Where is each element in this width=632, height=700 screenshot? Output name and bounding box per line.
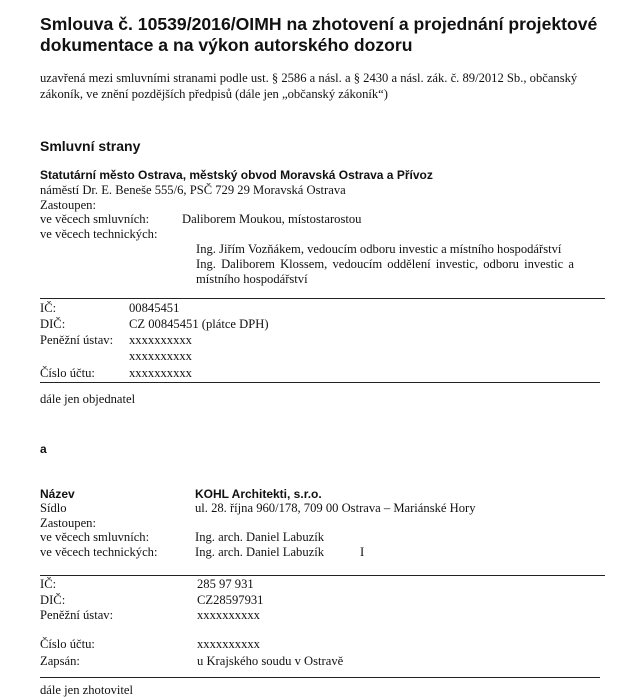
party2-technical-mark: I — [360, 545, 365, 559]
party2-name-label: Název — [40, 487, 75, 501]
party1-technical-line-1: Ing. Jiřím Vozňákem, vedoucím odboru investic a místního hospodářství — [196, 242, 562, 256]
party2-contract-label: ve věcech smluvních: — [40, 530, 150, 544]
party2-registered-label: Zapsán: — [40, 654, 80, 668]
party2-represented-label: Zastoupen: — [40, 516, 96, 530]
section-heading: Smluvní strany — [40, 138, 141, 154]
party2-technical-label: ve věcech technických: — [40, 545, 158, 559]
party1-role: dále jen objednatel — [40, 392, 136, 406]
party2-name-value: KOHL Architekti, s.r.o. — [195, 487, 322, 501]
divider — [40, 298, 605, 299]
party2-account-value: xxxxxxxxxx — [197, 637, 260, 651]
party2-technical-value: Ing. arch. Daniel Labuzík — [195, 545, 325, 559]
party1-account-label: Číslo účtu: — [40, 366, 95, 380]
party2-role: dále jen zhotovitel — [40, 683, 134, 697]
party2-seat-value: ul. 28. října 960/178, 709 00 Ostrava – Mariánské Hory — [195, 501, 476, 515]
divider — [40, 382, 600, 383]
party1-ic-value: 00845451 — [129, 301, 180, 315]
party1-contract-label: ve věcech smluvních: — [40, 212, 150, 226]
party1-technical-label: ve věcech technických: — [40, 227, 158, 241]
divider — [40, 575, 605, 576]
party1-bank-label: Peněžní ústav: — [40, 333, 114, 347]
party2-bank-label: Peněžní ústav: — [40, 608, 114, 622]
party1-name: Statutární město Ostrava, městský obvod Moravská Ostrava a Přívoz — [40, 168, 433, 182]
party2-bank-value: xxxxxxxxxx — [197, 608, 260, 622]
party2-contract-value: Ing. arch. Daniel Labuzík — [195, 530, 325, 544]
party2-seat-label: Sídlo — [40, 501, 67, 515]
party1-technical-line-2: Ing. Daliborem Klossem, vedoucím oddělení investic, odboru investic a — [196, 257, 574, 271]
party2-dic-label: DIČ: — [40, 593, 66, 607]
party2-ic-value: 285 97 931 — [197, 577, 254, 591]
party1-dic-value: CZ 00845451 (plátce DPH) — [129, 317, 269, 331]
party1-technical-line-3: místního hospodářství — [196, 272, 308, 286]
party1-ic-label: IČ: — [40, 301, 57, 315]
party1-address: náměstí Dr. E. Beneše 555/6, PSČ 729 29 Moravská Ostrava — [40, 183, 346, 197]
party2-ic-label: IČ: — [40, 577, 57, 591]
divider — [40, 677, 600, 678]
party2-account-label: Číslo účtu: — [40, 637, 95, 651]
party1-account-value: xxxxxxxxxx — [129, 366, 192, 380]
party1-bank-value-2: xxxxxxxxxx — [129, 349, 192, 363]
party2-registered-value: u Krajského soudu v Ostravě — [197, 654, 344, 668]
conjunction: a — [40, 442, 47, 456]
party2-dic-value: CZ28597931 — [197, 593, 264, 607]
party1-bank-value-1: xxxxxxxxxx — [129, 333, 192, 347]
intro-paragraph: uzavřená mezi smluvními stranami podle ust. § 2586 a násl. a § 2430 a násl. zák. č. 89/2012 Sb., občanský zákoník, ve znění pozdějších předpisů (dále jen „občanský zákoník“) — [40, 71, 578, 101]
document-title: Smlouva č. 10539/2016/OIMH na zhotovení a projednání projektové dokumentace a na výkon autorského dozoru — [40, 14, 598, 55]
party1-represented-label: Zastoupen: — [40, 198, 96, 212]
party1-contract-value: Daliborem Moukou, místostarostou — [182, 212, 362, 226]
party1-dic-label: DIČ: — [40, 317, 66, 331]
